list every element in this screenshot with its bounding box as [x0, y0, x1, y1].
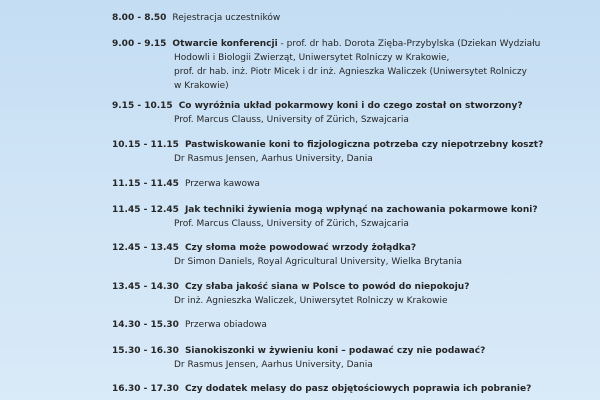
speaker-line: w Krakowie) — [174, 81, 229, 91]
agenda-time: 12.45 - 13.45 — [112, 243, 179, 253]
agenda-time: 9.15 - 10.15 — [112, 101, 173, 111]
agenda-time: 8.00 - 8.50 — [112, 13, 167, 23]
agenda-title: Czy dodatek melasy do pasz objętościowych poprawia ich pobranie? — [184, 384, 532, 394]
speaker-line: Dr Rasmus Jensen, Aarhus University, Dania — [174, 154, 373, 164]
agenda-item — [112, 241, 592, 255]
speaker-line: Prof. Marcus Clauss, University of Zürich, Szwajcaria — [174, 115, 409, 125]
agenda-item — [112, 318, 592, 332]
agenda-item — [112, 138, 592, 152]
agenda-time: 15.30 - 16.30 — [112, 346, 179, 356]
agenda-time: 11.45 - 12.45 — [112, 205, 179, 215]
agenda-item — [112, 203, 592, 217]
agenda-item — [112, 99, 592, 113]
agenda-time: 9.00 - 9.15 — [112, 39, 167, 49]
agenda-title-suffix: - prof. dr hab. Dorota Zięba-Przybylska (Dziekan Wydziału — [277, 39, 541, 49]
speaker-line: prof. dr hab. inż. Piotr Micek i dr inż. Agnieszka Waliczek (Uniwersytet Rolniczy — [174, 67, 527, 77]
speaker-line: Hodowli i Biologii Zwierząt, Uniwersytet Rolniczy w Krakowie, — [174, 53, 450, 63]
agenda-title: Co wyróżnia układ pokarmowy koni i do czego został on stworzony? — [178, 101, 523, 111]
agenda-time: 14.30 - 15.30 — [112, 320, 179, 330]
agenda-item — [112, 382, 592, 396]
agenda-item — [112, 37, 592, 51]
speaker-line: Dr Simon Daniels, Royal Agricultural University, Wielka Brytania — [174, 257, 462, 267]
agenda-item — [112, 11, 592, 25]
agenda-label: Przerwa kawowa — [184, 179, 260, 189]
agenda-title: Czy słaba jakość siana w Polsce to powód do niepokoju? — [184, 282, 470, 292]
agenda-label: Przerwa obiadowa — [184, 320, 267, 330]
agenda-item — [112, 344, 592, 358]
speaker-line: Dr inż. Agnieszka Waliczek, Uniwersytet Rolniczy w Krakowie — [174, 296, 448, 306]
speaker-line: Dr Rasmus Jensen, Aarhus University, Dania — [174, 360, 373, 370]
agenda-title: Jak techniki żywienia mogą wpłynąć na zachowania pokarmowe koni? — [184, 205, 538, 215]
agenda-title: Sianokiszonki w żywieniu koni – podawać czy nie podawać? — [184, 346, 486, 356]
agenda-title: Otwarcie konferencji — [172, 39, 278, 49]
agenda-title: Pastwiskowanie koni to fizjologiczna potrzeba czy niepotrzebny koszt? — [184, 140, 544, 150]
agenda-time: 10.15 - 11.15 — [112, 140, 179, 150]
agenda-title: Czy słoma może powodować wrzody żołądka? — [184, 243, 417, 253]
speaker-line: Prof. Marcus Clauss, University of Zürich, Szwajcaria — [174, 219, 409, 229]
agenda-time: 13.45 - 14.30 — [112, 282, 179, 292]
agenda-label: Rejestracja uczestników — [172, 13, 281, 23]
agenda-time: 16.30 - 17.30 — [112, 384, 179, 394]
agenda-item — [112, 177, 592, 191]
agenda-time: 11.15 - 11.45 — [112, 179, 179, 189]
agenda-item — [112, 280, 592, 294]
